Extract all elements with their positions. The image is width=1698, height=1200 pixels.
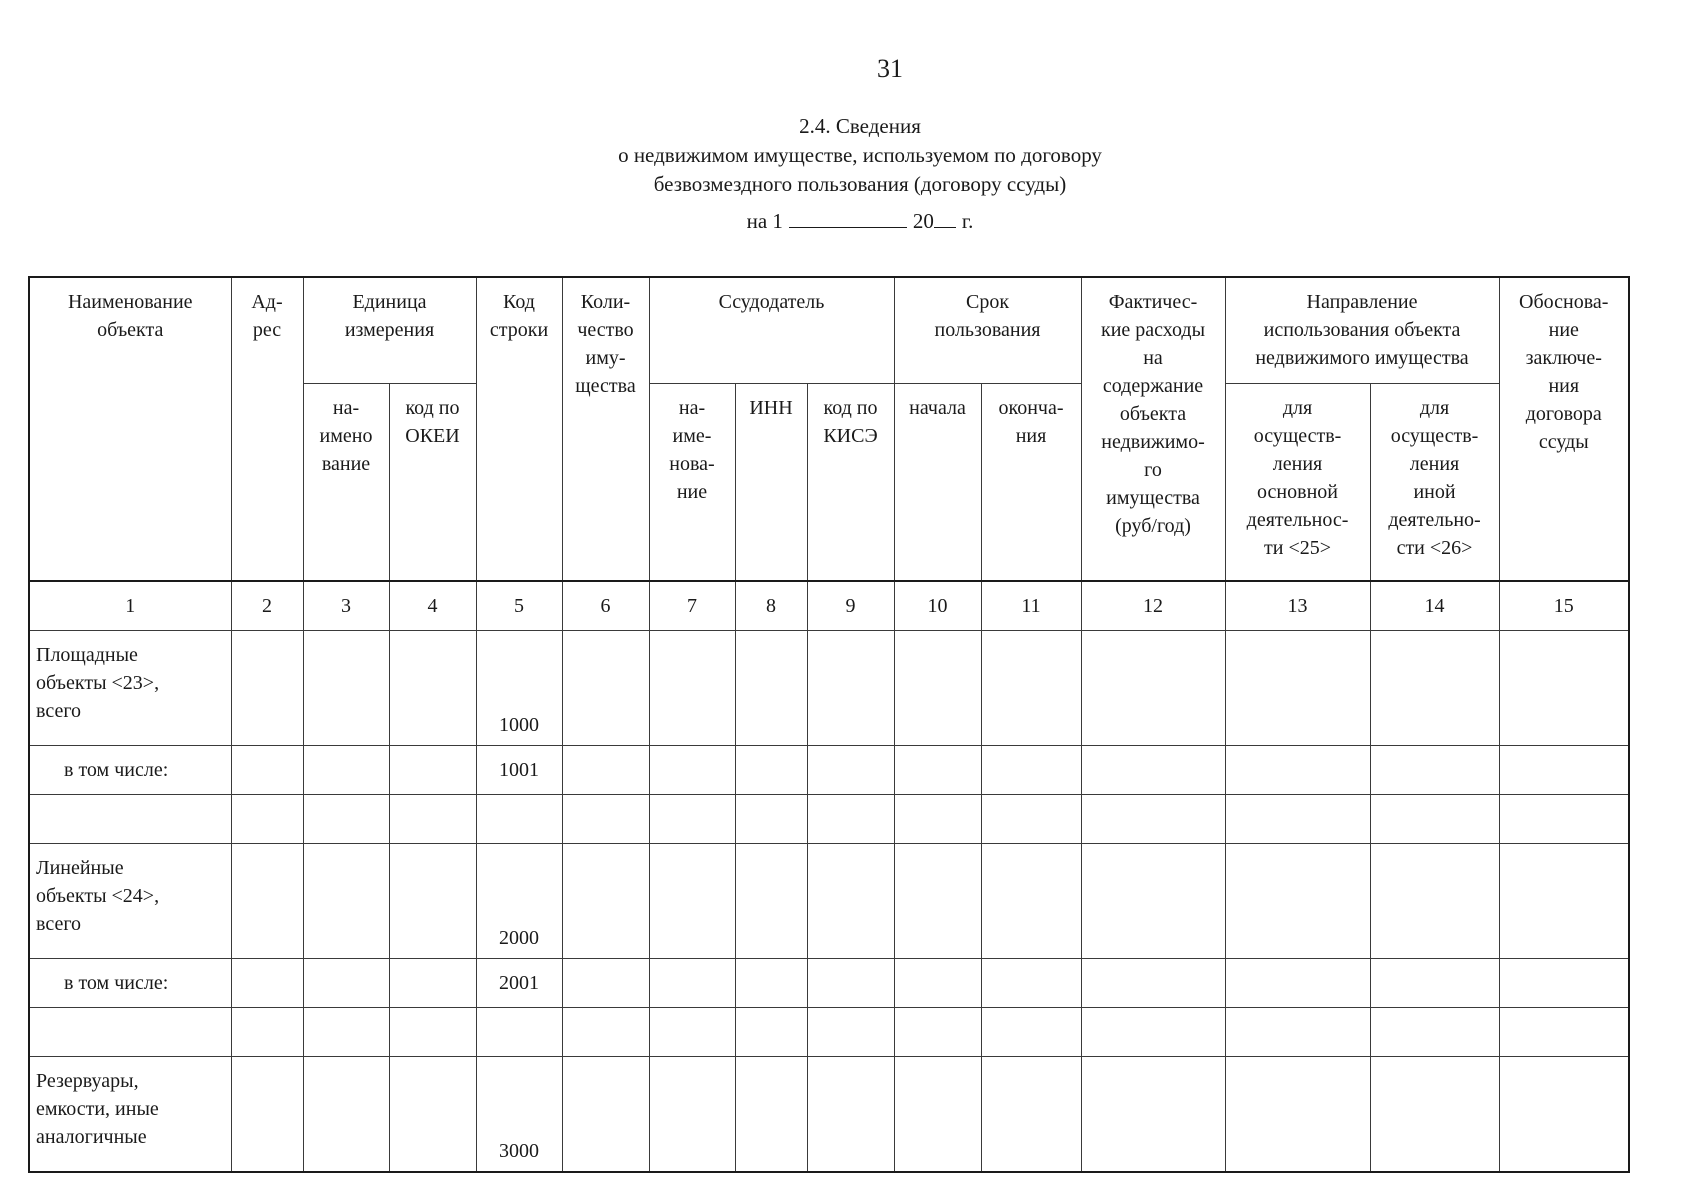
date-year-prefix: 20 — [912, 209, 934, 233]
entry-cell[interactable] — [1081, 1008, 1225, 1057]
header-quantity: Коли- чество иму- щества — [562, 277, 649, 581]
entry-cell[interactable] — [649, 959, 735, 1008]
entry-cell[interactable] — [1225, 746, 1370, 795]
table-row — [29, 746, 1629, 795]
entry-cell[interactable] — [1370, 1057, 1499, 1173]
header-direction-other: для осуществ- ления иной деятельно- сти <26> — [1370, 384, 1499, 582]
header-lender-name: на- име- нова- ние — [649, 384, 735, 582]
header-lender-inn: ИНН — [735, 384, 807, 582]
entry-cell[interactable] — [1081, 795, 1225, 844]
section-title-line-1: 2.4. Сведения — [799, 114, 921, 138]
property-form-table — [28, 276, 1630, 1173]
date-day-month-blank[interactable] — [789, 209, 907, 228]
entry-cell[interactable] — [1370, 844, 1499, 959]
entry-cell[interactable] — [894, 631, 981, 746]
entry-cell[interactable] — [231, 844, 303, 959]
header-justification: Обоснова- ние заключе- ния договора ссуды — [1499, 277, 1629, 581]
entry-cell[interactable] — [1499, 959, 1629, 1008]
entry-cell[interactable] — [303, 631, 389, 746]
entry-cell[interactable] — [894, 1008, 981, 1057]
header-lender-kise: код по КИСЭ — [807, 384, 894, 582]
row-name-cell: Линейные объекты <24>, всего — [29, 844, 231, 959]
header-expenses: Фактичес- кие расходы на содержание объекта недвижимо- го имущества (руб/год) — [1081, 277, 1225, 581]
entry-cell[interactable] — [1081, 959, 1225, 1008]
entry-cell[interactable] — [389, 1057, 476, 1173]
entry-cell[interactable] — [1081, 746, 1225, 795]
entry-cell[interactable] — [389, 795, 476, 844]
entry-cell[interactable] — [1499, 631, 1629, 746]
entry-cell[interactable] — [389, 746, 476, 795]
entry-cell[interactable] — [389, 844, 476, 959]
entry-cell[interactable] — [1370, 959, 1499, 1008]
entry-cell[interactable] — [894, 795, 981, 844]
table-row — [29, 631, 1629, 746]
entry-cell[interactable] — [807, 631, 894, 746]
row-name-cell — [29, 795, 231, 844]
entry-cell[interactable] — [735, 1057, 807, 1173]
entry-cell[interactable] — [807, 795, 894, 844]
header-name: Наименование объекта — [29, 277, 231, 581]
table-row — [29, 959, 1629, 1008]
row-line-code-cell: 1000 — [476, 631, 562, 746]
entry-cell[interactable] — [562, 1008, 649, 1057]
entry-cell[interactable] — [735, 631, 807, 746]
column-number: 7 — [649, 581, 735, 631]
entry-cell[interactable] — [562, 1057, 649, 1173]
header-lender: Ссудодатель — [649, 277, 894, 384]
entry-cell[interactable] — [231, 795, 303, 844]
entry-cell[interactable] — [1225, 795, 1370, 844]
column-number: 15 — [1499, 581, 1629, 631]
column-number: 2 — [231, 581, 303, 631]
entry-cell[interactable] — [649, 746, 735, 795]
entry-cell[interactable] — [1225, 631, 1370, 746]
entry-cell[interactable] — [389, 631, 476, 746]
header-direction-main: для осуществ- ления основной деятельнос- ти <25> — [1225, 384, 1370, 582]
entry-cell[interactable] — [303, 746, 389, 795]
column-number: 5 — [476, 581, 562, 631]
entry-cell[interactable] — [649, 795, 735, 844]
date-prefix: на 1 — [746, 209, 783, 233]
entry-cell[interactable] — [735, 746, 807, 795]
entry-cell[interactable] — [981, 746, 1081, 795]
entry-cell[interactable] — [649, 1008, 735, 1057]
row-name-cell: Площадные объекты <23>, всего — [29, 631, 231, 746]
row-line-code-cell: 1001 — [476, 746, 562, 795]
table-row — [29, 795, 1629, 844]
entry-cell[interactable] — [649, 631, 735, 746]
header-unit-name: на- имено вание — [303, 384, 389, 582]
entry-cell[interactable] — [1081, 1057, 1225, 1173]
entry-cell[interactable] — [1081, 844, 1225, 959]
header-line-code: Код строки — [476, 277, 562, 581]
entry-cell[interactable] — [735, 795, 807, 844]
entry-cell[interactable] — [1499, 1008, 1629, 1057]
entry-cell[interactable] — [735, 959, 807, 1008]
entry-cell[interactable] — [1499, 795, 1629, 844]
page-number: 31 — [877, 54, 903, 83]
entry-cell[interactable] — [1499, 746, 1629, 795]
entry-cell[interactable] — [807, 1008, 894, 1057]
entry-cell[interactable] — [1370, 1008, 1499, 1057]
column-number: 9 — [807, 581, 894, 631]
entry-cell[interactable] — [894, 844, 981, 959]
header-term-start: начала — [894, 384, 981, 582]
entry-cell[interactable] — [894, 1057, 981, 1173]
entry-cell[interactable] — [303, 1057, 389, 1173]
entry-cell[interactable] — [807, 1057, 894, 1173]
entry-cell[interactable] — [981, 795, 1081, 844]
entry-cell[interactable] — [981, 959, 1081, 1008]
column-number: 8 — [735, 581, 807, 631]
entry-cell[interactable] — [894, 959, 981, 1008]
header-term-end: оконча- ния — [981, 384, 1081, 582]
column-number: 4 — [389, 581, 476, 631]
entry-cell[interactable] — [1225, 1008, 1370, 1057]
entry-cell[interactable] — [562, 795, 649, 844]
entry-cell[interactable] — [303, 795, 389, 844]
table-row — [29, 1008, 1629, 1057]
column-number: 14 — [1370, 581, 1499, 631]
section-title-line-2: о недвижимом имуществе, используемом по договору — [618, 143, 1102, 167]
column-number: 12 — [1081, 581, 1225, 631]
row-line-code-cell: 3000 — [476, 1057, 562, 1173]
entry-cell[interactable] — [1499, 1057, 1629, 1173]
entry-cell[interactable] — [735, 844, 807, 959]
entry-cell[interactable] — [981, 1057, 1081, 1173]
entry-cell[interactable] — [231, 959, 303, 1008]
report-date-line — [0, 209, 1698, 234]
column-number: 10 — [894, 581, 981, 631]
entry-cell[interactable] — [562, 746, 649, 795]
header-address: Ад- рес — [231, 277, 303, 581]
entry-cell[interactable] — [1225, 1057, 1370, 1173]
column-number: 11 — [981, 581, 1081, 631]
header-direction: Направление использования объекта недвижимого имущества — [1225, 277, 1499, 384]
date-suffix: г. — [961, 209, 974, 233]
entry-cell[interactable] — [807, 844, 894, 959]
row-line-code-cell — [476, 795, 562, 844]
entry-cell[interactable] — [1370, 795, 1499, 844]
entry-cell[interactable] — [1370, 746, 1499, 795]
section-title-line-3: безвозмездного пользования (договору ссуды) — [653, 172, 1067, 196]
column-number: 13 — [1225, 581, 1370, 631]
column-number: 3 — [303, 581, 389, 631]
table-row — [29, 844, 1629, 959]
row-name-cell: в том числе: — [29, 959, 231, 1008]
entry-cell[interactable] — [303, 1008, 389, 1057]
entry-cell[interactable] — [649, 844, 735, 959]
entry-cell[interactable] — [1499, 844, 1629, 959]
entry-cell[interactable] — [1225, 959, 1370, 1008]
header-term: Срок пользования — [894, 277, 1081, 384]
row-name-cell — [29, 1008, 231, 1057]
entry-cell[interactable] — [562, 844, 649, 959]
column-number: 6 — [562, 581, 649, 631]
header-unit: Единица измерения — [303, 277, 476, 384]
entry-cell[interactable] — [981, 631, 1081, 746]
entry-cell[interactable] — [981, 1008, 1081, 1057]
row-name-cell: в том числе: — [29, 746, 231, 795]
entry-cell[interactable] — [389, 1008, 476, 1057]
entry-cell[interactable] — [1370, 631, 1499, 746]
row-line-code-cell — [476, 1008, 562, 1057]
entry-cell[interactable] — [562, 959, 649, 1008]
header-row-top — [29, 277, 1629, 384]
entry-cell[interactable] — [303, 844, 389, 959]
row-line-code-cell: 2000 — [476, 844, 562, 959]
date-year-blank[interactable] — [934, 209, 956, 228]
entry-cell[interactable] — [981, 844, 1081, 959]
entry-cell[interactable] — [807, 959, 894, 1008]
entry-cell[interactable] — [231, 1057, 303, 1173]
row-name-cell: Резервуары, емкости, иные аналогичные — [29, 1057, 231, 1173]
column-number-row — [29, 581, 1629, 631]
entry-cell[interactable] — [1081, 631, 1225, 746]
header-unit-okei: код по ОКЕИ — [389, 384, 476, 582]
column-number: 1 — [29, 581, 231, 631]
entry-cell[interactable] — [303, 959, 389, 1008]
entry-cell[interactable] — [231, 631, 303, 746]
section-title — [0, 112, 1698, 199]
table-row — [29, 1057, 1629, 1173]
entry-cell[interactable] — [1225, 844, 1370, 959]
entry-cell[interactable] — [231, 746, 303, 795]
entry-cell[interactable] — [231, 1008, 303, 1057]
row-line-code-cell: 2001 — [476, 959, 562, 1008]
entry-cell[interactable] — [894, 746, 981, 795]
entry-cell[interactable] — [562, 631, 649, 746]
entry-cell[interactable] — [807, 746, 894, 795]
entry-cell[interactable] — [389, 959, 476, 1008]
entry-cell[interactable] — [735, 1008, 807, 1057]
entry-cell[interactable] — [649, 1057, 735, 1173]
